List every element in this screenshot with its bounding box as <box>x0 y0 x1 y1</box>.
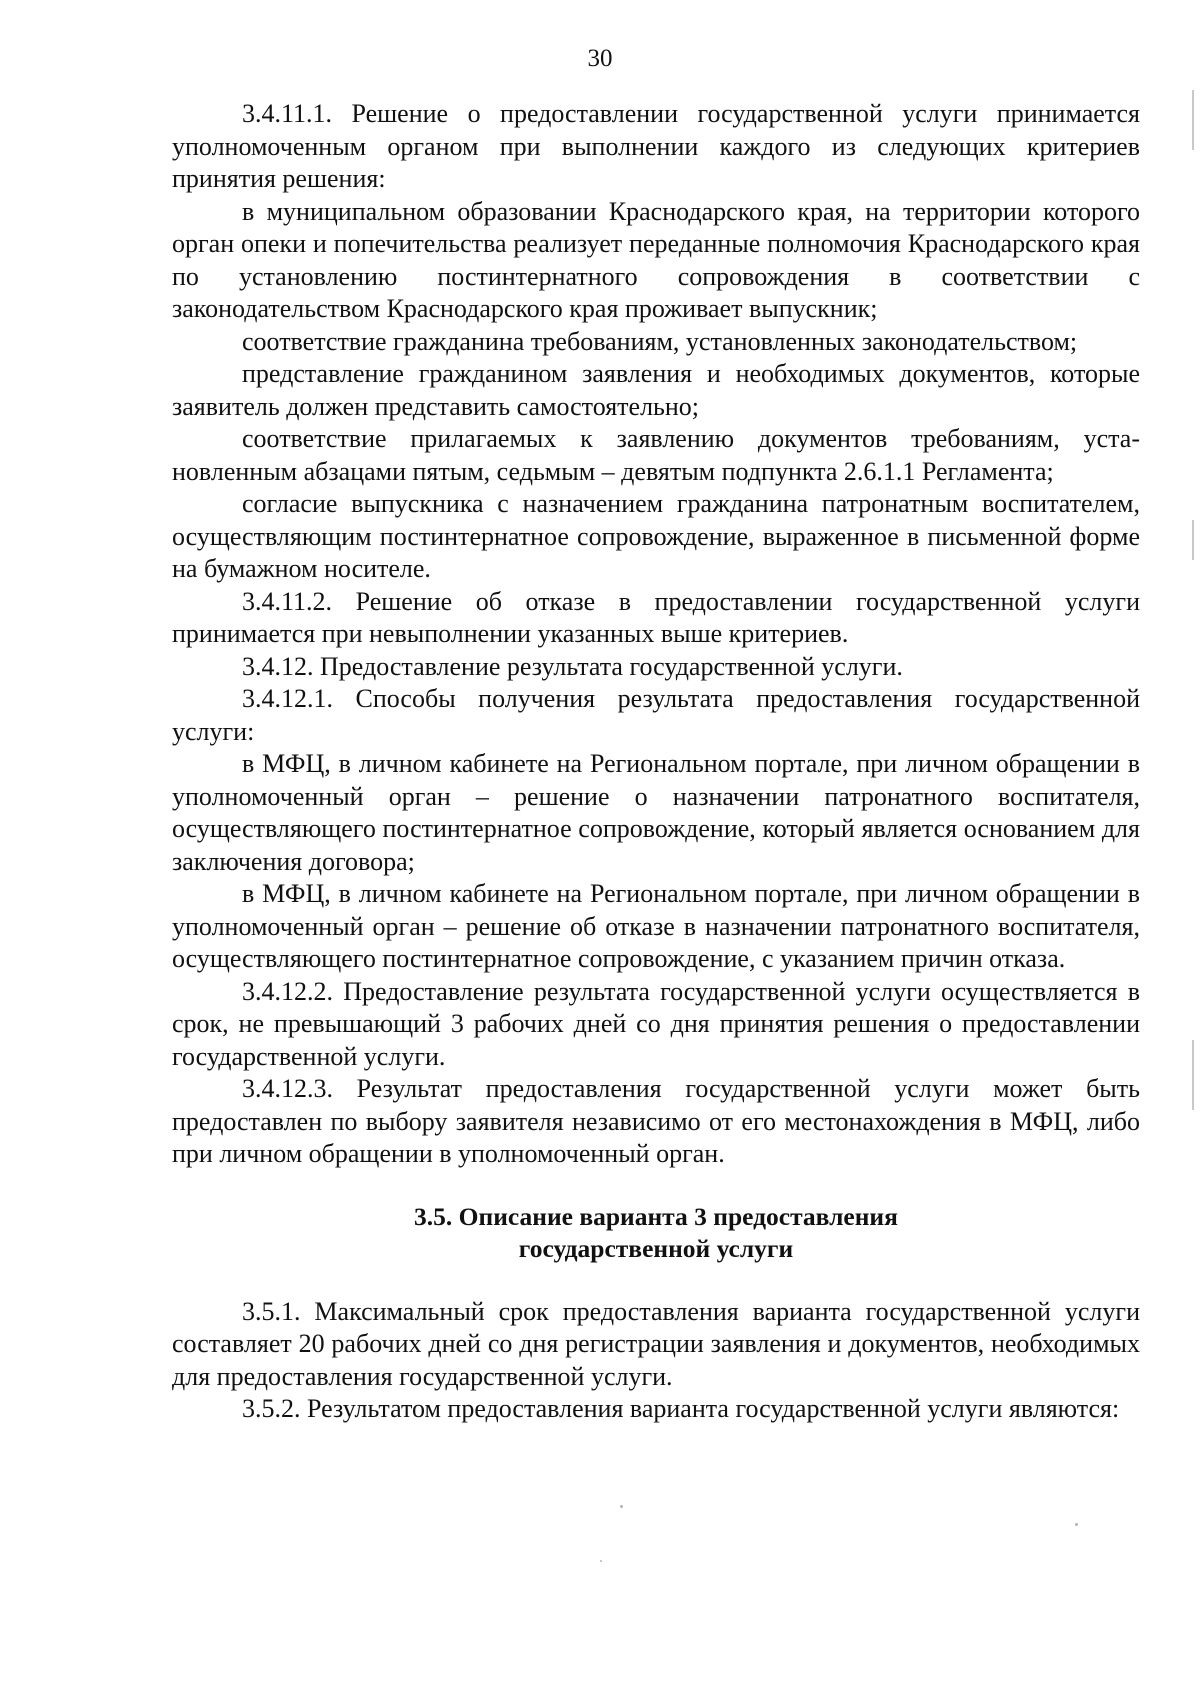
paragraph: в МФЦ, в личном кабинете на Региональном портале, при личном обращении в уполномоченный орган – решение о назначении патронатного воспитателя, осуществляющего постинтернатное сопровождение, который является основанием для заключения договора; <box>172 749 1140 876</box>
page-number: 30 <box>587 45 613 72</box>
scan-edge-mark <box>1192 520 1194 560</box>
section-heading-line: 3.5. Описание варианта 3 предоставления <box>414 1201 898 1231</box>
paragraph: в муниципальном образовании Краснодарского края, на территории которого орган опеки и попечительства реализует переданные полномочия Краснодарского края по установлению постинтернатного сопровождения в соответствии с законодательством Краснодарского края проживает выпускник; <box>172 196 1140 323</box>
paragraph: 3.4.12.2. Предоставление результата государственной услуги осуществляется в срок, не превышающий 3 рабочих дней со дня принятия решения о предоставлении государственной услуги. <box>172 976 1140 1071</box>
scan-edge-mark <box>1192 90 1194 150</box>
document-body <box>172 98 1140 1426</box>
paragraph: соответствие гражданина требованиям, установленных законодательством; <box>242 326 1078 356</box>
paragraph: 3.5.1. Максимальный срок предоставления варианта государственной услуги составляет 20 рабочих дней со дня регистрации заявления и документов, необходимых для предоставления государственной услуги. <box>172 1296 1140 1391</box>
paragraph: 3.5.2. Результатом предоставления варианта государственной услуги являются: <box>242 1394 1120 1423</box>
paragraph: в МФЦ, в личном кабинете на Региональном портале, при личном обращении в уполномоченный орган – решение об отказе в назначении патронатного воспитателя, осуществляющего постинтернатное сопровождение, с указанием причин отказа. <box>172 879 1140 973</box>
paragraph: 3.4.12.1. Способы получения результата предоставления государственной услуги: <box>172 684 1140 746</box>
section-heading <box>172 1201 1140 1266</box>
section-heading-line: государственной услуги <box>518 1234 794 1263</box>
paragraph: представление гражданином заявления и необходимых документов, которые заявитель должен представить самостоятельно; <box>172 359 1140 421</box>
paragraph: соответствие прилагаемых к заявлению документов требованиям, установленным абзацами пятым, седьмым – девятым подпункта 2.6.1.1 Регламента; <box>172 424 1140 486</box>
paragraph: 3.4.11.1. Решение о предоставлении государственной услуги принимается уполномоченным органом при выполнении каждого из следующих критериев принятия решения: <box>172 99 1140 193</box>
paragraph: 3.4.12. Предоставление результата государственной услуги. <box>242 651 903 681</box>
scan-speck <box>600 1560 602 1562</box>
paragraph: согласие выпускника с назначением гражданина патронатным воспитателем, осуществляющим постинтернатное сопровождение, выраженное в письменной форме на бумажном носителе. <box>172 489 1140 583</box>
scan-speck <box>1075 1523 1078 1526</box>
scan-speck <box>620 1505 623 1508</box>
scan-edge-mark <box>1192 1040 1194 1110</box>
paragraph: 3.4.11.2. Решение об отказе в предоставлении государственной услуги принимается при невыполнении указанных выше критериев. <box>172 586 1140 648</box>
paragraph: 3.4.12.3. Результат предоставления государственной услуги может быть предоставлен по выбору заявителя независимо от его местонахождения в МФЦ, либо при личном обращении в уполномоченный орган. <box>172 1074 1140 1168</box>
